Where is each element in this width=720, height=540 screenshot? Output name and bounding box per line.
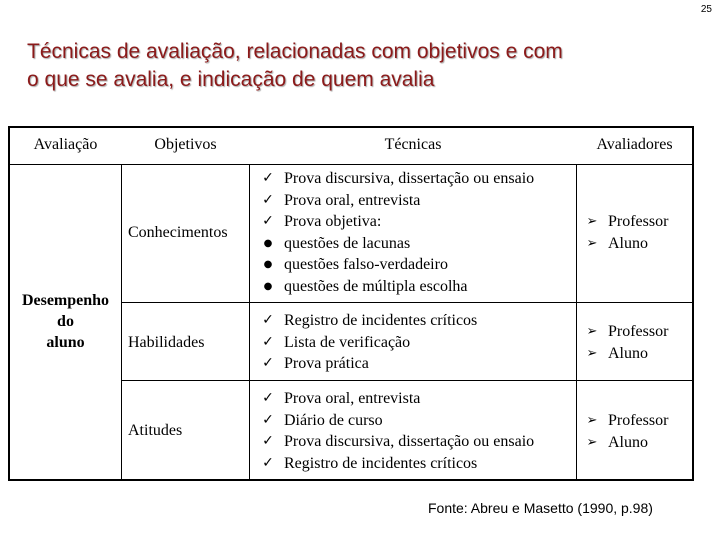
objetivo-atitudes: Atitudes [128, 422, 183, 439]
row-label-line-2: do [57, 313, 74, 330]
tecnica-text: questões de múltipla escolha [284, 277, 468, 295]
row-label-line-3: aluno [46, 334, 85, 351]
row-label-line-1: Desempenho [21, 292, 110, 309]
table-border-top [8, 126, 694, 128]
arrow-bullet-icon: ➢ [586, 235, 598, 251]
list-item [256, 332, 477, 354]
list-item [256, 233, 534, 255]
list-item [256, 276, 534, 298]
check-icon: ✓ [262, 312, 274, 328]
title-line-2: o que se avalia, e indicação de quem avalia [27, 68, 435, 91]
tecnica-text: Prova discursiva, dissertação ou ensaio [284, 433, 535, 450]
avaliador-text: Aluno [608, 344, 648, 362]
column-line-3 [576, 164, 577, 479]
arrow-bullet-icon: ➢ [586, 434, 598, 450]
check-icon: ✓ [262, 454, 274, 471]
check-icon: ✓ [262, 213, 274, 229]
tecnica-text: Diário de curso [284, 411, 383, 429]
avaliador-text: Aluno [608, 433, 648, 451]
list-item [256, 431, 534, 453]
tecnica-text: Lista de verificação [284, 333, 411, 351]
tecnica-text: Prova prática [284, 355, 369, 372]
column-line-2 [249, 164, 250, 479]
avaliador-text: Professor [608, 412, 669, 429]
avaliadores-list-conhecimentos [580, 211, 668, 254]
column-line-1 [121, 164, 122, 479]
header-avaliadores: Avaliadores [596, 136, 673, 153]
objetivo-habilidades: Habilidades [128, 334, 205, 351]
check-icon: ✓ [262, 333, 274, 350]
bullet-icon: ● [263, 237, 273, 249]
table-border-bottom [8, 479, 694, 481]
check-icon: ✓ [262, 411, 274, 428]
check-icon: ✓ [262, 390, 274, 406]
tecnicas-list-habilidades [256, 310, 477, 375]
tecnicas-list-conhecimentos [256, 168, 534, 297]
bullet-icon: ● [263, 280, 273, 292]
tecnica-text: questões falso-verdadeiro [284, 256, 448, 273]
row-label-desempenho-aluno [10, 290, 121, 353]
tecnica-text: Registro de incidentes críticos [284, 312, 478, 329]
list-item [580, 233, 668, 255]
tecnica-text: Prova objetiva: [284, 213, 382, 230]
list-item [256, 453, 534, 475]
arrow-bullet-icon: ➢ [586, 214, 598, 229]
tecnica-text: Prova discursiva, dissertação ou ensaio [284, 170, 535, 187]
table-border-right [692, 126, 694, 481]
tecnica-text: Registro de incidentes críticos [284, 454, 478, 472]
check-icon: ✓ [262, 355, 274, 371]
header-line [8, 164, 694, 165]
arrow-bullet-icon: ➢ [586, 345, 598, 361]
slide-title [27, 38, 707, 94]
arrow-bullet-icon: ➢ [586, 413, 598, 428]
avaliador-text: Aluno [608, 234, 648, 252]
list-item [256, 353, 477, 375]
list-item [256, 190, 534, 212]
row-line-2 [121, 380, 692, 381]
avaliador-text: Professor [608, 213, 669, 230]
avaliador-text: Professor [608, 323, 669, 340]
title-line-1: Técnicas de avaliação, relacionadas com objetivos e com [27, 40, 563, 63]
tecnica-text: Prova oral, entrevista [284, 390, 421, 407]
source-citation: Fonte: Abreu e Masetto (1990, p.98) [428, 500, 653, 516]
list-item [580, 432, 668, 454]
list-item [256, 388, 534, 410]
list-item [580, 343, 668, 365]
list-item [580, 211, 668, 233]
check-icon: ✓ [262, 433, 274, 449]
tecnicas-list-atitudes [256, 388, 534, 474]
header-avaliacao: Avaliação [33, 136, 98, 153]
check-icon: ✓ [262, 191, 274, 208]
list-item [256, 168, 534, 190]
objetivo-conhecimentos: Conhecimentos [128, 224, 228, 241]
list-item [256, 310, 477, 332]
header-tecnicas: Técnicas [384, 136, 442, 153]
list-item [580, 321, 668, 343]
list-item [256, 211, 534, 233]
tecnica-text: Prova oral, entrevista [284, 191, 421, 209]
list-item [256, 254, 534, 276]
header-objetivos: Objetivos [154, 136, 217, 153]
list-item [256, 410, 534, 432]
list-item [580, 410, 668, 432]
page-number: 25 [700, 4, 712, 15]
bullet-icon: ● [263, 259, 273, 270]
check-icon: ✓ [262, 170, 274, 186]
arrow-bullet-icon: ➢ [586, 324, 598, 339]
tecnica-text: questões de lacunas [284, 234, 411, 252]
row-line-1 [121, 302, 692, 303]
avaliadores-list-habilidades [580, 321, 668, 364]
avaliadores-list-atitudes [580, 410, 668, 453]
